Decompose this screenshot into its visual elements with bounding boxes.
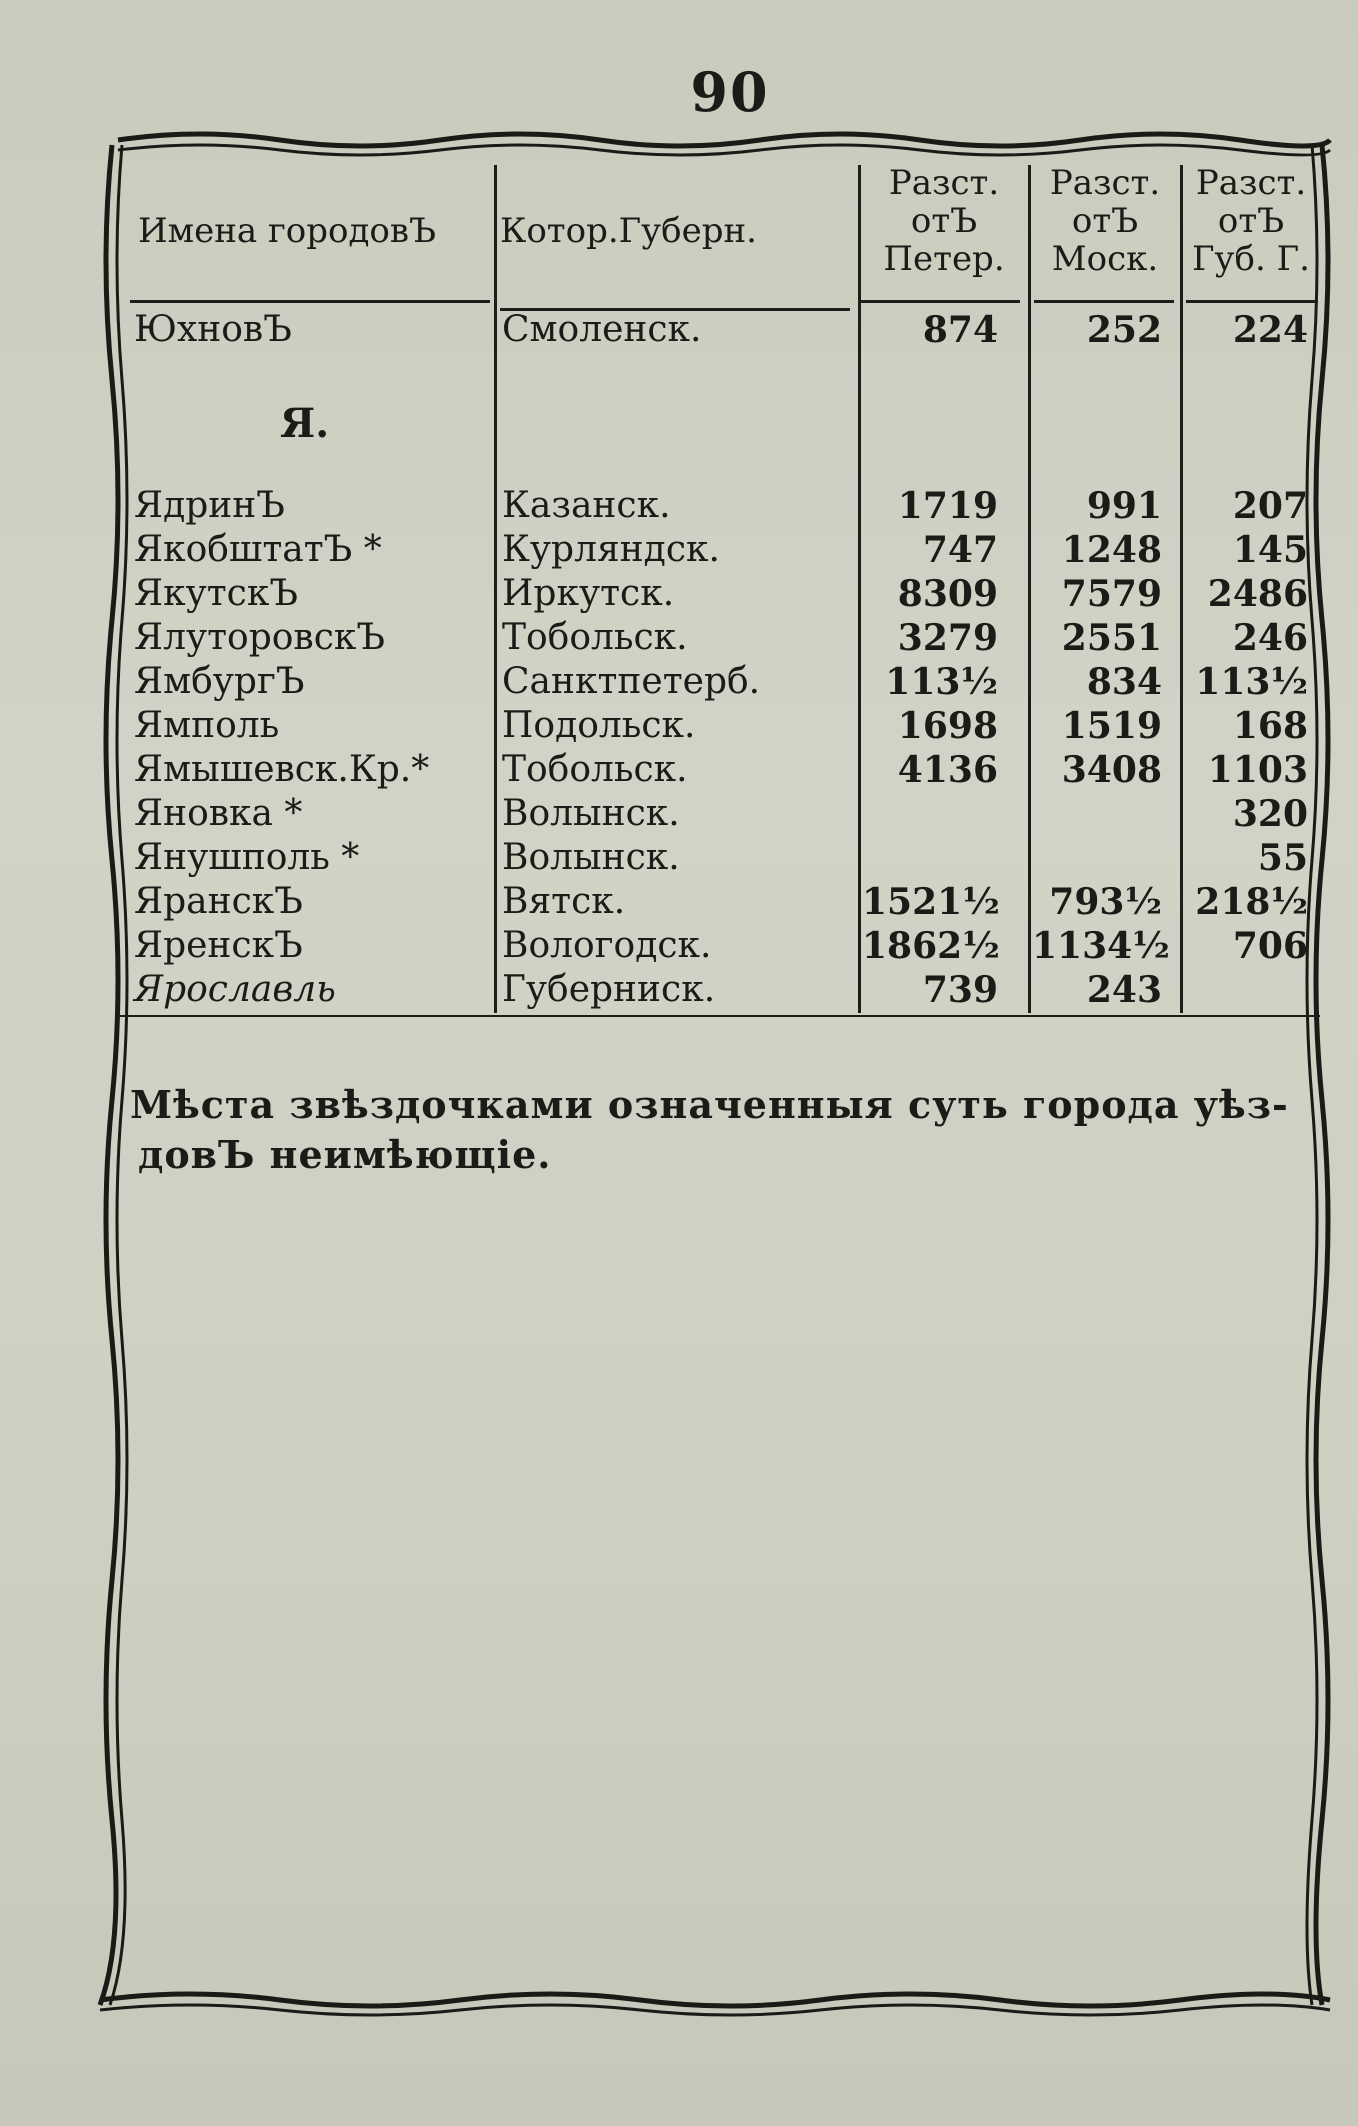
cell-dist-peter: 8309 bbox=[897, 573, 998, 615]
cell-dist-peter: 747 bbox=[922, 529, 998, 571]
header-line: Разст. bbox=[1049, 163, 1161, 203]
cell-city: ЯренскЪ bbox=[134, 925, 303, 966]
cell-gub: Казанск. bbox=[502, 485, 671, 526]
cell-dist-peter: 4136 bbox=[897, 749, 998, 791]
footnote-line: довЪ неимѣющіе. bbox=[138, 1132, 552, 1177]
column-divider bbox=[494, 165, 497, 1013]
column-divider bbox=[1028, 165, 1031, 1013]
cell-dist-gub: 218½ bbox=[1195, 881, 1308, 923]
header-rule bbox=[1186, 300, 1318, 303]
header-line: отЪ bbox=[1071, 201, 1139, 241]
cell-city: ЯкутскЪ bbox=[134, 573, 298, 614]
cell-city: ЯранскЪ bbox=[134, 881, 303, 922]
cell-dist-gub: 113½ bbox=[1195, 661, 1308, 703]
cell-dist-gub: 224 bbox=[1232, 309, 1308, 351]
cell-dist-peter: 739 bbox=[922, 969, 998, 1011]
header-dist-gub-town bbox=[1182, 164, 1320, 278]
cell-dist-moscow: 1134½ bbox=[1032, 925, 1170, 967]
header-line: Разст. bbox=[888, 163, 1000, 203]
cell-dist-moscow: 2551 bbox=[1061, 617, 1162, 659]
cell-gub: Губерниск. bbox=[502, 969, 716, 1010]
cell-dist-peter: 3279 bbox=[897, 617, 998, 659]
cell-gub: Смоленск. bbox=[502, 309, 702, 350]
section-letter: Я. bbox=[280, 400, 330, 447]
column-divider bbox=[858, 165, 861, 1013]
header-gub: Котор.Губерн. bbox=[500, 211, 757, 251]
cell-city: ЯлуторовскЪ bbox=[134, 617, 385, 658]
header-rule bbox=[1034, 300, 1174, 303]
header-rule bbox=[860, 300, 1020, 303]
cell-gub: Волынск. bbox=[502, 793, 680, 834]
cell-gub: Подольск. bbox=[502, 705, 696, 746]
cell-dist-peter: 874 bbox=[922, 309, 998, 351]
header-line: отЪ bbox=[1217, 201, 1285, 241]
cell-dist-peter: 1521½ bbox=[862, 881, 1000, 923]
cell-dist-moscow: 1519 bbox=[1061, 705, 1162, 747]
cell-dist-gub: 55 bbox=[1257, 837, 1308, 879]
cell-city: Янушполь * bbox=[134, 837, 360, 878]
header-line: Губ. Г. bbox=[1192, 239, 1310, 279]
cell-gub: Тобольск. bbox=[502, 749, 688, 790]
cell-dist-moscow: 991 bbox=[1086, 485, 1162, 527]
cell-city: Ярославль bbox=[134, 969, 336, 1010]
cell-gub: Волынск. bbox=[502, 837, 680, 878]
cell-dist-gub: 145 bbox=[1232, 529, 1308, 571]
header-rule bbox=[130, 300, 490, 303]
footnote bbox=[130, 1080, 1330, 1180]
cell-dist-moscow: 7579 bbox=[1061, 573, 1162, 615]
cell-dist-moscow: 252 bbox=[1086, 309, 1162, 351]
cell-dist-moscow: 1248 bbox=[1061, 529, 1162, 571]
table-bottom-rule bbox=[120, 1015, 1320, 1017]
cell-gub: Курляндск. bbox=[502, 529, 720, 570]
cell-dist-moscow: 243 bbox=[1086, 969, 1162, 1011]
cell-city: ЮхновЪ bbox=[134, 309, 292, 350]
page-number: 90 bbox=[690, 60, 770, 124]
cell-dist-moscow: 3408 bbox=[1061, 749, 1162, 791]
cell-dist-moscow: 834 bbox=[1086, 661, 1162, 703]
header-line: Петер. bbox=[883, 239, 1005, 279]
cell-city: Ямполь bbox=[134, 705, 280, 746]
cell-gub: Тобольск. bbox=[502, 617, 688, 658]
cell-dist-peter: 1698 bbox=[897, 705, 998, 747]
cell-gub: Санктпетерб. bbox=[502, 661, 761, 702]
column-divider bbox=[1180, 165, 1183, 1013]
cell-city: ЯкобштатЪ * bbox=[134, 529, 382, 570]
footnote-line: Мѣста звѣздочками означенныя суть города уѣз- bbox=[130, 1082, 1289, 1127]
cell-dist-gub: 207 bbox=[1232, 485, 1308, 527]
header-dist-peter bbox=[860, 164, 1028, 278]
header-dist-moscow bbox=[1030, 164, 1180, 278]
cell-dist-gub: 1103 bbox=[1207, 749, 1308, 791]
cell-gub: Вологодск. bbox=[502, 925, 712, 966]
cell-dist-peter: 1862½ bbox=[862, 925, 1000, 967]
cell-dist-moscow: 793½ bbox=[1049, 881, 1162, 923]
cell-dist-peter: 113½ bbox=[885, 661, 998, 703]
header-city: Имена городовЪ bbox=[138, 211, 437, 251]
cell-city: ЯдринЪ bbox=[134, 485, 285, 526]
cell-city: Яновка * bbox=[134, 793, 303, 834]
header-line: Моск. bbox=[1051, 239, 1159, 279]
cell-gub: Иркутск. bbox=[502, 573, 675, 614]
cell-dist-peter: 1719 bbox=[897, 485, 998, 527]
cell-dist-gub: 320 bbox=[1232, 793, 1308, 835]
cell-city: Ямышевск.Кр.* bbox=[134, 749, 430, 790]
cell-dist-gub: 246 bbox=[1232, 617, 1308, 659]
cell-gub: Вятск. bbox=[502, 881, 626, 922]
cell-dist-gub: 168 bbox=[1232, 705, 1308, 747]
header-line: отЪ bbox=[910, 201, 978, 241]
cell-dist-gub: 2486 bbox=[1207, 573, 1308, 615]
cell-dist-gub: 706 bbox=[1232, 925, 1308, 967]
header-line: Разст. bbox=[1195, 163, 1307, 203]
cell-city: ЯмбургЪ bbox=[134, 661, 305, 702]
